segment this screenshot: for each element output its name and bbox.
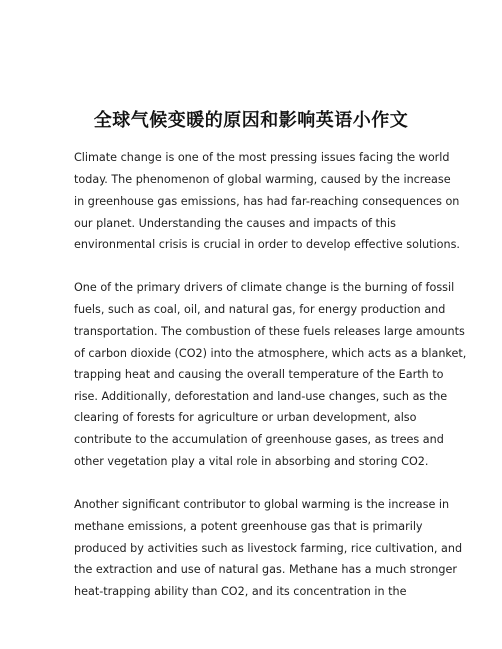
paragraph-2-line-5: trapping heat and causing the overall temperature of the Earth to <box>74 368 444 381</box>
paragraph-3-line-1: Another significant contributor to global warming is the increase in <box>74 498 450 511</box>
paragraph-1-line-1: Climate change is one of the most pressing issues facing the world <box>74 151 450 164</box>
paragraph-1-line-2: today. The phenomenon of global warming, caused by the increase <box>74 173 451 186</box>
paragraph-2-line-9: other vegetation play a vital role in absorbing and storing CO2. <box>74 455 429 468</box>
paragraph-1-line-4: our planet. Understanding the causes and impacts of this <box>74 217 396 230</box>
paragraph-3-line-2: methane emissions, a potent greenhouse gas that is primarily <box>74 520 423 533</box>
paragraph-2-line-7: clearing of forests for agriculture or urban development, also <box>74 411 417 424</box>
paragraph-3-line-3: produced by activities such as livestock farming, rice cultivation, and <box>74 542 463 555</box>
paragraph-2-line-4: of carbon dioxide (CO2) into the atmosphere, which acts as a blanket, <box>74 347 467 360</box>
paragraph-3-line-4: the extraction and use of natural gas. Methane has a much stronger <box>74 563 457 576</box>
paragraph-2-line-6: rise. Additionally, deforestation and land-use changes, such as the <box>74 390 448 403</box>
paragraph-3-line-5: heat-trapping ability than CO2, and its concentration in the <box>74 585 407 598</box>
paragraph-2-line-1: One of the primary drivers of climate change is the burning of fossil <box>74 281 455 294</box>
document-title: 全球气候变暖的原因和影响英语小作文 <box>93 110 409 131</box>
paragraph-2-line-3: transportation. The combustion of these fuels releases large amounts <box>74 325 465 338</box>
paragraph-1-line-3: in greenhouse gas emissions, has had far-reaching consequences on <box>74 195 460 208</box>
paragraph-1-line-5: environmental crisis is crucial in order to develop effective solutions. <box>74 238 460 251</box>
paragraph-2-line-2: fuels, such as coal, oil, and natural gas, for energy production and <box>74 303 446 316</box>
paragraph-2-line-8: contribute to the accumulation of greenhouse gases, as trees and <box>74 433 444 446</box>
